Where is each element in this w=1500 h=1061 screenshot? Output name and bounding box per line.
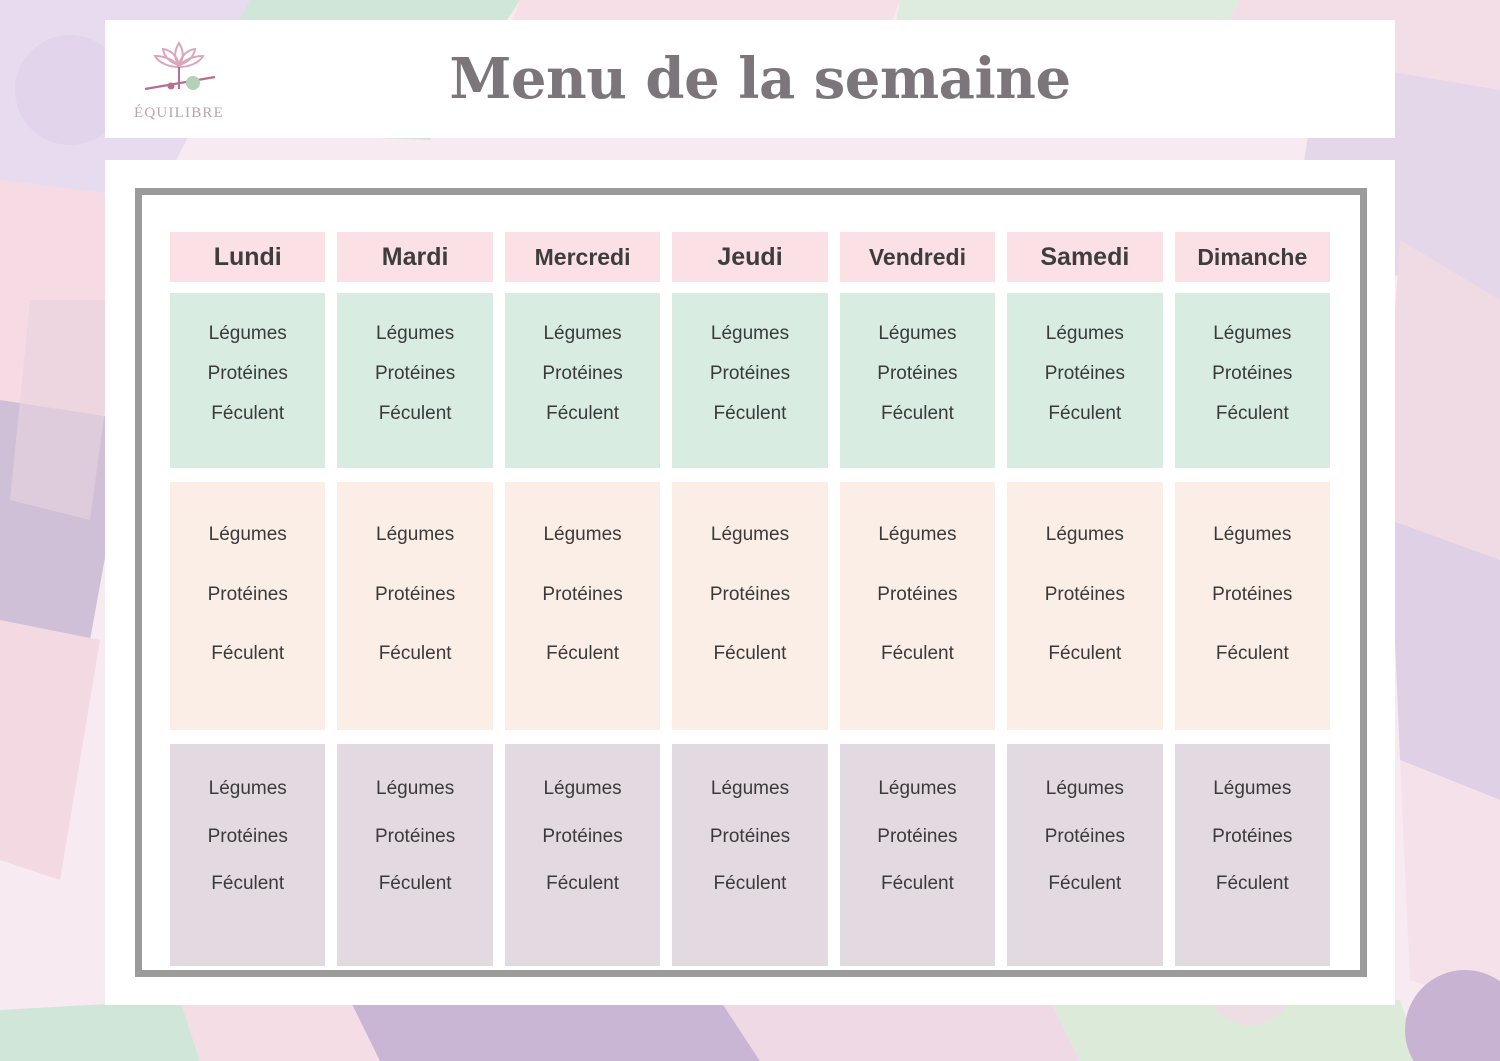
day-header-jeudi: Jeudi — [672, 232, 827, 282]
day-column-vendredi — [840, 232, 995, 966]
day-header-dimanche: Dimanche — [1175, 232, 1330, 282]
meal-item-vegetables: Légumes — [1045, 778, 1124, 800]
meal-item-vegetables: Légumes — [1045, 323, 1124, 345]
meal-item-proteins: Protéines — [877, 825, 958, 847]
page-title: Menu de la semaine — [449, 46, 1071, 112]
meal-item-starch: Féculent — [713, 872, 787, 894]
meal-item-vegetables: Légumes — [878, 778, 957, 800]
meal-item-proteins: Protéines — [1044, 583, 1125, 605]
day-header-lundi: Lundi — [170, 232, 325, 282]
meal-cell-lundi-3[interactable] — [170, 744, 325, 966]
day-column-jeudi — [672, 232, 827, 966]
meal-cell-samedi-2[interactable] — [1007, 482, 1162, 730]
meal-item-proteins: Protéines — [709, 583, 791, 605]
meal-item-starch: Féculent — [378, 642, 452, 664]
meal-item-vegetables: Légumes — [710, 524, 790, 546]
meal-cell-jeudi-2[interactable] — [672, 482, 827, 730]
day-column-mardi — [337, 232, 492, 966]
logo — [105, 20, 245, 138]
meal-item-proteins: Protéines — [1212, 363, 1293, 385]
day-column-samedi — [1007, 232, 1162, 966]
meal-item-proteins: Protéines — [877, 583, 958, 605]
meal-item-vegetables: Légumes — [543, 778, 622, 800]
day-header-mardi: Mardi — [337, 232, 492, 282]
meal-item-proteins: Protéines — [1044, 825, 1125, 847]
meal-item-vegetables: Légumes — [376, 778, 455, 800]
meal-item-vegetables: Légumes — [1213, 778, 1292, 800]
meal-item-starch: Féculent — [546, 642, 619, 664]
meal-item-proteins: Protéines — [374, 363, 456, 385]
meal-item-starch: Féculent — [880, 642, 954, 664]
meal-item-proteins: Protéines — [1212, 825, 1293, 847]
meal-item-starch: Féculent — [378, 872, 452, 894]
meal-item-proteins: Protéines — [542, 363, 623, 385]
meal-cell-mercredi-1[interactable] — [505, 293, 660, 468]
meal-item-proteins: Protéines — [1212, 583, 1293, 605]
meal-item-proteins: Protéines — [542, 825, 623, 847]
meal-cell-mercredi-3[interactable] — [505, 744, 660, 966]
meal-cell-mardi-1[interactable] — [337, 293, 492, 468]
meal-item-vegetables: Légumes — [710, 323, 790, 345]
meal-item-starch: Féculent — [211, 872, 285, 894]
meal-item-proteins: Protéines — [542, 583, 623, 605]
meal-cell-mercredi-2[interactable] — [505, 482, 660, 730]
meal-item-proteins: Protéines — [709, 825, 791, 847]
meal-item-vegetables: Légumes — [208, 323, 287, 345]
day-column-mercredi — [505, 232, 660, 966]
meal-cell-lundi-1[interactable] — [170, 293, 325, 468]
meal-item-proteins: Protéines — [374, 583, 456, 605]
day-header-mercredi: Mercredi — [505, 232, 660, 282]
meal-item-vegetables: Légumes — [376, 524, 455, 546]
day-header-vendredi: Vendredi — [840, 232, 995, 282]
meal-item-starch: Féculent — [713, 402, 787, 424]
meal-item-starch: Féculent — [1048, 642, 1122, 664]
meal-item-proteins: Protéines — [709, 363, 791, 385]
week-grid — [170, 232, 1330, 966]
meal-cell-samedi-3[interactable] — [1007, 744, 1162, 966]
meal-item-starch: Féculent — [546, 402, 619, 424]
meal-item-proteins: Protéines — [1044, 363, 1125, 385]
meal-item-starch: Féculent — [546, 872, 619, 894]
meal-item-vegetables: Légumes — [710, 778, 790, 800]
header-band — [105, 20, 1395, 138]
meal-cell-dimanche-2[interactable] — [1175, 482, 1330, 730]
meal-cell-dimanche-1[interactable] — [1175, 293, 1330, 468]
meal-item-vegetables: Légumes — [208, 524, 287, 546]
day-header-samedi: Samedi — [1007, 232, 1162, 282]
logo-text: ÉQUILIBRE — [134, 104, 224, 121]
meal-item-proteins: Protéines — [207, 363, 288, 385]
meal-item-vegetables: Légumes — [376, 323, 455, 345]
meal-item-starch: Féculent — [880, 402, 954, 424]
meal-cell-lundi-2[interactable] — [170, 482, 325, 730]
meal-item-vegetables: Légumes — [1213, 524, 1292, 546]
meal-item-vegetables: Légumes — [878, 323, 957, 345]
meal-item-proteins: Protéines — [877, 363, 958, 385]
lotus-logo-icon — [131, 37, 227, 103]
meal-cell-mardi-3[interactable] — [337, 744, 492, 966]
meal-cell-jeudi-3[interactable] — [672, 744, 827, 966]
meal-item-vegetables: Légumes — [1045, 524, 1124, 546]
day-column-lundi — [170, 232, 325, 966]
meal-cell-vendredi-3[interactable] — [840, 744, 995, 966]
meal-item-starch: Féculent — [1215, 402, 1289, 424]
meal-item-vegetables: Légumes — [543, 323, 622, 345]
meal-item-vegetables: Légumes — [543, 524, 622, 546]
meal-cell-dimanche-3[interactable] — [1175, 744, 1330, 966]
meal-cell-jeudi-1[interactable] — [672, 293, 827, 468]
meal-item-starch: Féculent — [1215, 642, 1289, 664]
meal-cell-samedi-1[interactable] — [1007, 293, 1162, 468]
meal-cell-vendredi-2[interactable] — [840, 482, 995, 730]
meal-item-starch: Féculent — [1048, 872, 1122, 894]
meal-item-proteins: Protéines — [207, 583, 288, 605]
meal-item-starch: Féculent — [1215, 872, 1289, 894]
meal-item-starch: Féculent — [1048, 402, 1122, 424]
meal-item-vegetables: Légumes — [878, 524, 957, 546]
meal-item-starch: Féculent — [211, 402, 285, 424]
meal-item-starch: Féculent — [378, 402, 452, 424]
day-column-dimanche — [1175, 232, 1330, 966]
meal-item-starch: Féculent — [880, 872, 954, 894]
meal-item-vegetables: Légumes — [1213, 323, 1292, 345]
meal-item-starch: Féculent — [713, 642, 787, 664]
meal-item-starch: Féculent — [211, 642, 285, 664]
meal-item-vegetables: Légumes — [208, 778, 287, 800]
meal-cell-mardi-2[interactable] — [337, 482, 492, 730]
meal-cell-vendredi-1[interactable] — [840, 293, 995, 468]
meal-item-proteins: Protéines — [207, 825, 288, 847]
meal-item-proteins: Protéines — [374, 825, 456, 847]
